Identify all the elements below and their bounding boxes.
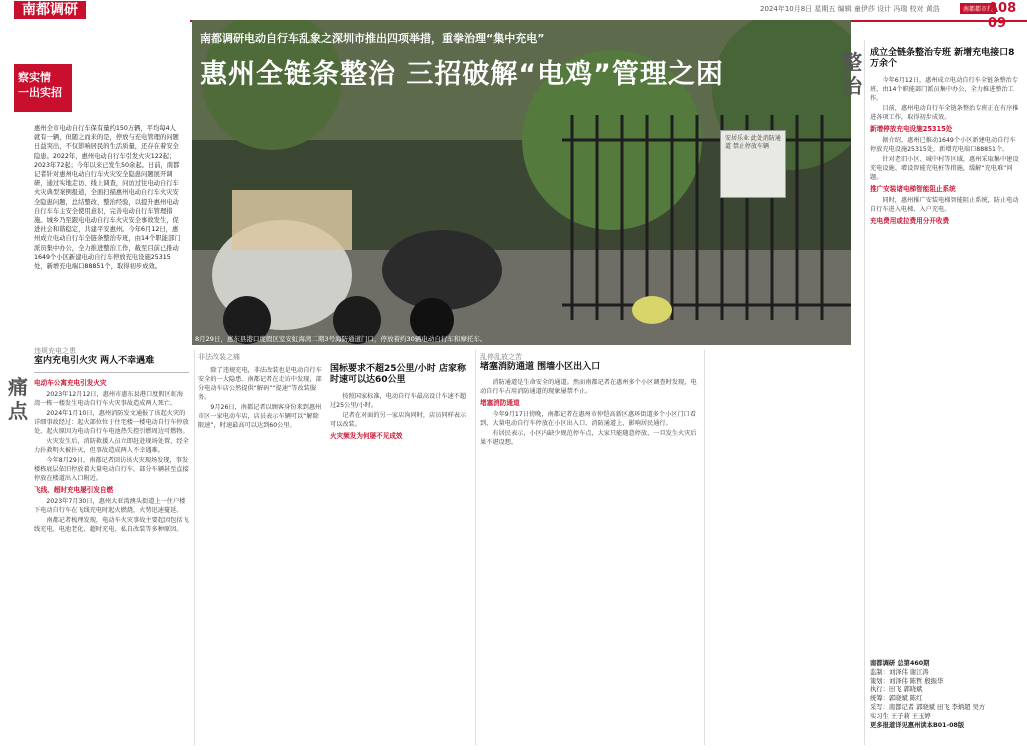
col2-paragraph: 9月26日，南都记者以顾客身份来到惠州市区一家电动车店，店员表示车辆可以“解除限速”，时速最高可以达到60公里。: [198, 404, 322, 429]
credit-line: 更多报道详见惠州读本B01-08版: [870, 721, 965, 729]
issue-info: 2024年10月8日 星期五 编辑 童伊莎 设计 冯瑞 校对 黄浩: [760, 5, 940, 13]
credit-line: 监制：刘泽伟 谢江涛: [870, 668, 929, 676]
pain-paragraph: 今年8月29日，南都记者回访该火灾现场发现，事发楼栋底层依旧停放着大量电动自行车，部分车辆甚至直接停放在楼道出入口附近。: [34, 457, 189, 482]
no-parking-sign: 安居乐业 此处消防通道 禁止停放车辆: [720, 130, 786, 198]
col3-kicker: 乱停乱放之苦: [480, 353, 522, 361]
page-headline: 惠州全链条整治 三招破解“电鸡”管理之困: [200, 59, 724, 90]
paper-tag: 南都都市报: [960, 3, 996, 14]
col2-paragraph: 记者在对面的另一家店询问时，店员同样表示可以改装。: [330, 412, 467, 428]
credit-line: 策划：刘泽伟 陈哲 殷振华: [870, 677, 944, 685]
section-logo: 南都调研: [14, 1, 86, 19]
pain-title: 室内充电引火灾 两人不幸遇难: [34, 356, 155, 366]
column-rule: [864, 40, 865, 745]
col2-title: 国标要求不超25公里/小时 店家称时速可以达60公里: [330, 364, 466, 385]
pain-header: [34, 346, 184, 367]
col3-paragraph: 今年9月17日傍晚，南都记者在惠州市仲恺高新区惠环街道多个小区门口看到，大量电动自行车停放在小区出入口、消防通道上，影响居民通行。: [480, 411, 697, 427]
col2-paragraph: 除了违规充电，非法改装也是电动自行车安全的一大隐患。南都记者在走访中发现，部分电动车店公然提供“解码”“提速”等改装服务。: [198, 367, 322, 401]
credit-line: 执行：田飞 郭晓斌: [870, 686, 923, 694]
col3-paragraph: 消防通道是生命安全的通道。然而南都记者在惠州多个小区调查时发现，电动自行车占用消防通道的现象屡禁不止。: [480, 379, 697, 395]
column-rule: [475, 350, 476, 745]
col2-title-box: [330, 364, 470, 386]
hero-kicker: 南都调研电动自行车乱象之深圳市推出四项举措，重拳治理“集中充电”: [200, 32, 545, 45]
credits-box: [870, 660, 1020, 730]
credit-line: 实习生 王子莉 王玉婷: [870, 712, 931, 720]
section-label-fix: 整治: [842, 50, 862, 98]
fix-paragraph: 同时，惠州推广安装电梯智能阻止系统，防止电动自行车进入电梯、入户充电。: [870, 197, 1019, 213]
col3-title: 堵塞消防通道 围墙小区出入口: [480, 362, 601, 372]
col3-header: [480, 352, 700, 373]
section-label-pain: 痛点: [8, 375, 28, 423]
credit-line: 采写：南都记者 郭晓斌 田飞 李炳超 吴方: [870, 703, 986, 711]
pain-kicker: 违规充电之患: [34, 347, 76, 355]
col2-kicker: 非法改装之痛: [198, 353, 240, 361]
col2-body-a: [198, 366, 323, 746]
col2-subhead: 火灾频发为何屡不见成效: [330, 432, 403, 440]
col3-paragraph: 有居民表示，小区内缺少规范停车点，大家只能随意停放，一旦发生火灾后果不堪设想。: [480, 430, 697, 446]
column-rule: [194, 350, 195, 745]
photo-caption: 8月29日，惠东县港口度假区室安虹海湾二期3号海防通道门口，停放着约30辆电动自行车和摩托车。: [195, 335, 487, 343]
fix-header: [870, 48, 1020, 70]
pain-subhead-1: 电动车公寓充电引发火灾: [34, 379, 107, 387]
divider: [34, 372, 189, 373]
col2-header: [198, 352, 528, 362]
col2-body-b: [330, 392, 470, 746]
column-rule: [704, 350, 705, 745]
credit-line: 统筹：郭晓斌 陈红: [870, 695, 923, 703]
fix-body: [870, 76, 1020, 656]
fix-subhead-2: 推广安装诸电梯智能阻止系统: [870, 185, 956, 193]
fix-paragraph: 针对老旧小区、城中村等区域，惠州采取集中建设充电设施、增设智能充电桩等措施，缓解“充电难”问题。: [870, 156, 1019, 181]
col3-body: [480, 378, 700, 746]
pain-subhead-2: 飞线、超时充电屡引发自燃: [34, 486, 114, 494]
col2-paragraph: 按照国家标准，电动自行车最高设计车速不超过25公里/小时。: [330, 393, 467, 409]
credit-line: 南都调研 总第460期: [870, 660, 930, 667]
pain-paragraph: 南都记者梳理发现，电动车火灾事故主要起因包括飞线充电、电池老化、超时充电、私自改装等多种原因。: [34, 517, 189, 533]
page-number: A08 09: [988, 1, 1017, 31]
pain-paragraph: 2024年1月10日，惠州消防发文通报了该起火灾的详细事故经过：起火部位位于住宅楼一楼电动自行车停放处，起火原因为电动自行车电池热失控引燃周边可燃物。: [34, 410, 189, 435]
pain-paragraph: 火灾发生后，消防救援人员立即赶赴现场处置，经全力扑救明火被扑灭，但事故造成两人不幸遇难。: [34, 438, 189, 454]
fix-paragraph: 据介绍，惠州已推动1649个小区新建电动自行车停放充电设施25315处，新增充电端口88851个。: [870, 137, 1016, 153]
col3-subhead: 堵塞消防通道: [480, 399, 520, 407]
badge-line-1: 察实情: [18, 71, 51, 84]
badge-line-2: 一出实招: [18, 86, 62, 99]
fix-title: 成立全链条整治专班 新增充电接口8万余个: [870, 48, 1015, 69]
fix-subhead-1: 新增停放充电设施25315处: [870, 125, 953, 133]
pain-body: [34, 376, 189, 746]
fix-paragraph: 目前，惠州电动自行车全链条整治专班正在有序推进各项工作，取得初步成效。: [870, 105, 1019, 121]
fix-paragraph: 今年6月12日，惠州成立电动自行车全链条整治专班，由14个职能部门派员集中办公，全力推进整治工作。: [870, 77, 1018, 102]
series-badge: [14, 64, 72, 112]
pain-paragraph: 2023年7月30日，惠州大亚湾澳头街道上一住户楼下电动自行车在飞线充电时起火燃烧，火势迅速蔓延。: [34, 498, 186, 514]
pain-paragraph: 2023年12月12日，惠州市惠东县港口度假区虹海湾一栋一楼发生电动自行车火灾事故造成两人死亡。: [34, 391, 184, 407]
fix-subhead-3: 充电费用或拉费用分开收费: [870, 217, 950, 225]
lead-paragraph: 惠州全市电动自行车保有量约150万辆，平均每4人就有一辆，但随之而来的是，停放与充电管理的问题日益突出，不仅影响居民的生活质量，还存在着安全隐患。2022年，惠州电动自行车引发火灾122起；2023年72起；今年以来已发生50余起。日前，南都记者针对惠州电动自行车火灾安全隐患问题展开调研，通过实地走访、线上调查，问访过往电动自行车火灾典型案例报道，全面扫描惠州电动自行车火灾安全隐患问题，总结整改、整治经验，以提升惠州电动自行车车主安全使用意识，完善电动自行车管理措施。城乡乃至跟电电动自行车火灾安全事故发生，促进社会和谐稳定，共建平安惠州。今年6月12日，惠州成立电动自行车全链条整治专班，由14个职能部门派员集中办公，全力推进整治工作，截至目前已推动1649个小区新建电动自行车停放充电设施25315处，新增充电端口88851个，取得初步成效。: [34, 125, 181, 271]
